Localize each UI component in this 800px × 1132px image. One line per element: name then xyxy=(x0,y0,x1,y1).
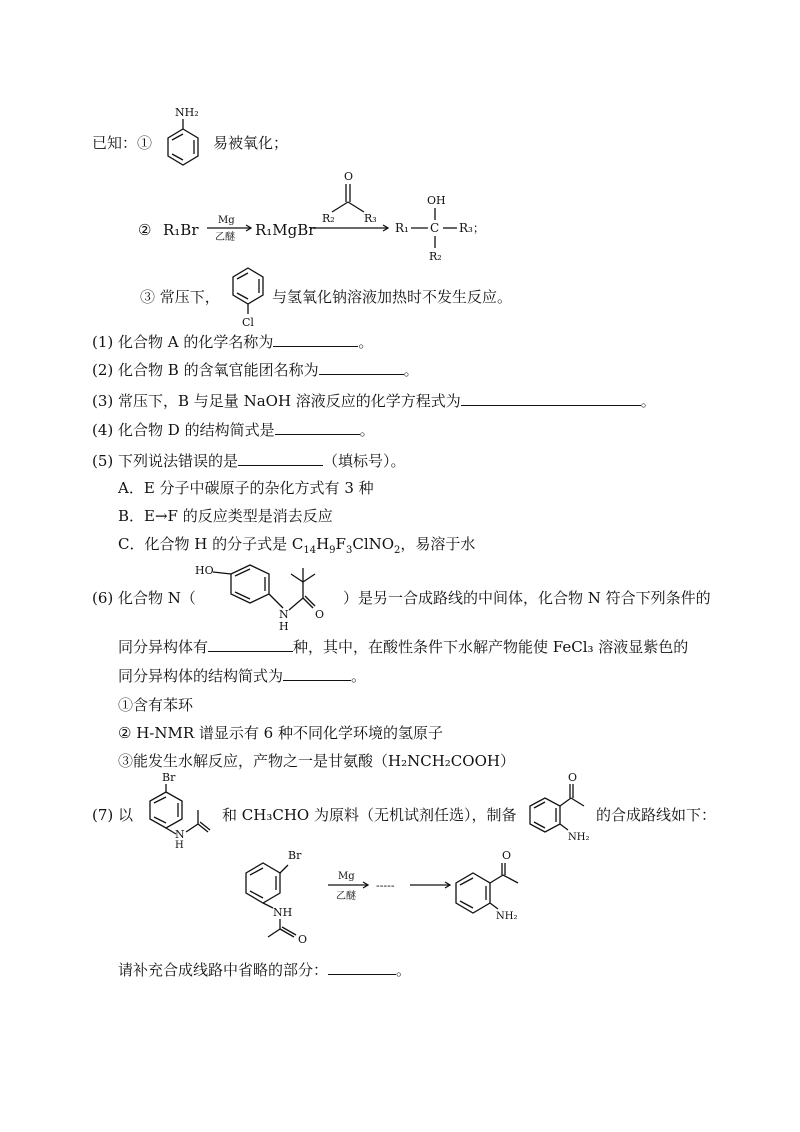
question-5: (5) 下列说法错误的是 （填标号）。 xyxy=(92,452,406,470)
prod-r1-label: R₁ xyxy=(395,221,409,235)
answer-blank-6a[interactable] xyxy=(208,637,293,652)
prod-r3-label: R₃； xyxy=(459,221,485,235)
answer-blank-5[interactable] xyxy=(238,451,323,466)
route-nh-label: NH xyxy=(273,906,293,919)
o-label: O xyxy=(315,608,325,621)
known-i2-mark: ② xyxy=(138,221,152,239)
question-7-mid: 和 CH₃CHO 为原料（无机试剂任选），制备 xyxy=(222,806,517,824)
condition-3: ③能发生水解反应，产物之一是甘氨酸（H₂NCH₂COOH） xyxy=(118,752,515,770)
final-question: 请补充合成线路中省略的部分： 。 xyxy=(118,961,412,979)
chlorobenzene-structure xyxy=(228,262,278,332)
grignard-label: R₁MgBr xyxy=(255,221,316,239)
known-i3: ③ 常压下， xyxy=(140,288,220,306)
prod-c-label: C xyxy=(430,221,440,235)
target-o-label: O xyxy=(568,771,578,784)
nh2-label: NH₂ xyxy=(175,106,199,119)
question-7-pre: (7) 以 xyxy=(92,806,134,824)
answer-blank-3[interactable] xyxy=(461,391,641,406)
prod-r2-label: R₂ xyxy=(429,250,442,263)
answer-blank-2[interactable] xyxy=(319,360,404,375)
route-product-o-label: O xyxy=(502,849,512,862)
q7-n-label: N xyxy=(175,828,185,841)
answer-blank-6b[interactable] xyxy=(283,666,351,681)
route-br-label: Br xyxy=(288,849,302,862)
question-6-line3: 同分异构体的结构简式为 。 xyxy=(118,667,367,685)
aminoacetophenone-target xyxy=(530,770,600,848)
h-label: H xyxy=(279,620,289,633)
bromoacetanilide-structure xyxy=(142,770,222,851)
alcohol-product xyxy=(395,190,485,270)
route-nh2-label: NH₂ xyxy=(496,911,518,922)
known-i3-text: 与氢氧化钠溶液加热时不发生反应。 xyxy=(272,288,513,306)
option-b: B．E→F 的反应类型是消去反应 xyxy=(118,507,333,525)
ketone-r2-label: R₂ xyxy=(322,212,335,225)
question-3: (3) 常压下，B 与足量 NaOH 溶液反应的化学方程式为 。 xyxy=(92,392,656,410)
answer-blank-4[interactable] xyxy=(275,420,360,435)
question-6-post: ）是另一合成路线的中间体，化合物 N 符合下列条件的 xyxy=(343,589,711,607)
question-6-line2: 同分异构体有 种，其中，在酸性条件下水解产物能使 FeCl₃ 溶液显紫色的 xyxy=(118,638,689,656)
route-ether-label: 乙醚 xyxy=(336,891,356,902)
option-c: C．化合物 H 的分子式是 $C_{14}H_9F_3ClNO_2$，易溶于水 xyxy=(118,535,476,556)
target-nh2-label: NH₂ xyxy=(568,832,590,843)
r1br-label: R₁Br xyxy=(163,221,199,239)
compound-n-structure xyxy=(195,560,345,632)
question-4: (4) 化合物 D 的结构简式是 。 xyxy=(92,421,375,439)
question-7-post: 的合成路线如下： xyxy=(596,806,717,824)
ketone-o-label: O xyxy=(344,170,354,183)
option-a: A．E 分子中碳原子的杂化方式有 3 种 xyxy=(118,479,374,497)
question-1: (1) 化合物 A 的化学名称为 。 xyxy=(92,333,374,351)
question-2: (2) 化合物 B 的含氧官能团名称为 。 xyxy=(92,361,419,379)
condition-1: ①含有苯环 xyxy=(118,696,194,714)
aniline-structure xyxy=(155,103,215,173)
question-6-pre: (6) 化合物 N（ xyxy=(92,589,196,607)
synthesis-route xyxy=(240,845,560,955)
br-label: Br xyxy=(162,771,176,784)
condition-2: ② H-NMR 谱显示有 6 种不同化学环境的氢原子 xyxy=(118,724,443,742)
ketone-r3-label: R₃ xyxy=(364,212,377,225)
mg-label: Mg xyxy=(218,215,235,226)
known-prefix: 已知：① xyxy=(92,134,153,152)
answer-blank-1[interactable] xyxy=(273,332,358,347)
route-o-label: O xyxy=(298,933,308,946)
ho-label: HO xyxy=(195,564,214,577)
answer-blank-7[interactable] xyxy=(328,960,396,975)
ketone-over-arrow xyxy=(310,170,390,240)
cl-label: Cl xyxy=(242,316,254,329)
route-mg-label: Mg xyxy=(338,871,355,882)
q7-h-label: H xyxy=(175,840,184,851)
ether-label: 乙醚 xyxy=(215,232,235,243)
route-omitted-dots: ----- xyxy=(376,879,395,892)
reaction-arrow-mg xyxy=(205,212,255,242)
known-i1-text: 易被氧化； xyxy=(213,134,289,152)
n-label: N xyxy=(279,608,289,621)
oh-label: OH xyxy=(427,194,446,207)
